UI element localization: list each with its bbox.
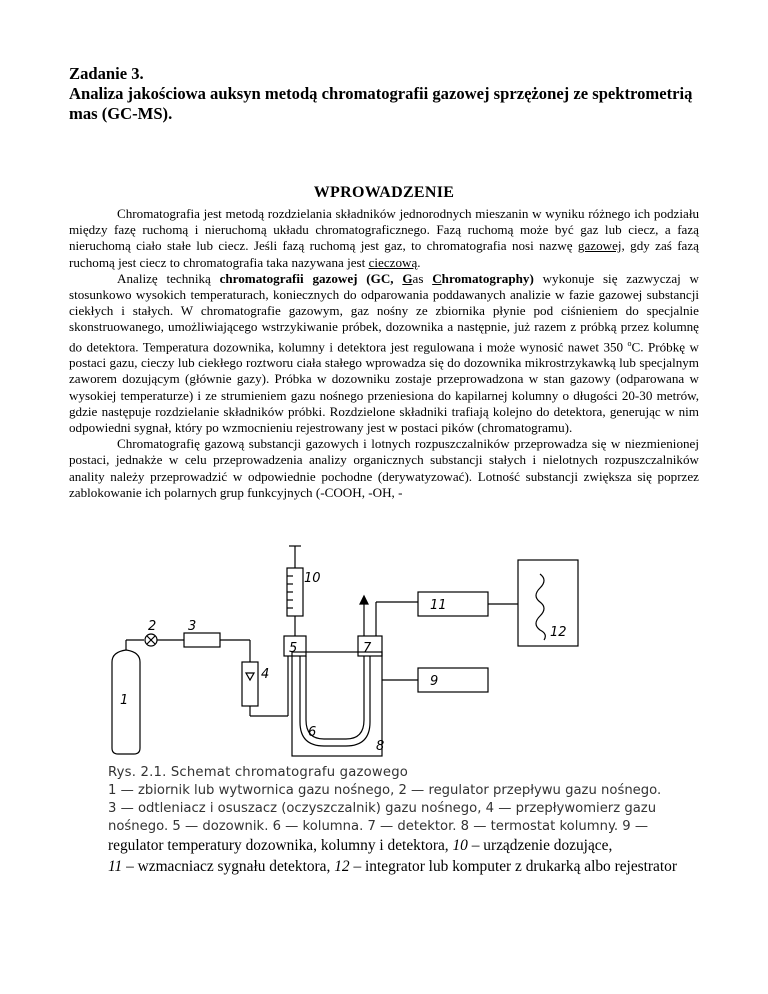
label-3: 3 [188, 619, 197, 634]
label-9: 9 [430, 674, 439, 689]
caption-line: 1 — zbiornik lub wytwornica gazu nośnego, 2 — regulator przepływu gazu nośnego. [108, 783, 662, 798]
gc-schematic-diagram [100, 540, 690, 770]
label-6: 6 [308, 725, 317, 740]
label-8: 8 [376, 739, 385, 754]
paragraph-1: Chromatografia jest metodą rozdzielania składników jednorodnych mieszanin w wyniku różnego ich podziału między fazę ruchomą i nieruchomą układu chromatograficznego. Fazą ruchomą może być gaz lub ciecz, a fazą nieruchomą ciało stałe lub ciecz. Jeśli fazą ruchomą jest gaz, to chromatografia nosi nazwę gazowej, gdy zaś fazą ruchomą jest ciecz to chromatografia taka nazywana jest cieczową. [69, 206, 699, 270]
caption-line: nośnego. 5 — dozownik. 6 — kolumna. 7 — detektor. 8 — termostat kolumny. 9 — [108, 819, 649, 834]
syringe [287, 546, 303, 636]
task-subject: Analiza jakościowa auksyn metodą chromatografii gazowej sprzężonej ze spektrometrią mas (GC-MS). [69, 84, 693, 123]
amplifier [418, 592, 488, 616]
task-title [69, 64, 709, 124]
recorder [518, 560, 578, 646]
label-5: 5 [289, 641, 298, 656]
caption-continuation: regulator temperatury dozownika, kolumny i detektora, 10 – urządzenie dozujące, 11 – wzmacniacz sygnału detektora, 12 – integrator lub komputer z drukarką albo rejestrator [108, 837, 677, 875]
label-2: 2 [148, 619, 157, 634]
purifier [184, 633, 220, 647]
flow-regulator [145, 634, 184, 646]
section-heading: WPROWADZENIE [313, 184, 455, 201]
label-11: 11 [430, 598, 447, 613]
caption-line: 3 — odtleniacz i osuszacz (oczyszczalnik) gazu nośnego, 4 — przepływomierz gazu [108, 801, 657, 816]
task-number: Zadanie 3. [69, 64, 144, 83]
label-4: 4 [261, 667, 270, 682]
paragraph-3: Chromatografię gazową substancji gazowych i lotnych rozpuszczalników przeprowadza się w niezmienionej postaci, jednakże w celu przeprowadzenia analizy organicznych substancji stałych i nielotnych rozpuszczalników anality należy przeprowadzić w odpowiednie pochodne (derywatyzować). Lotność substancji zwiększa się poprzez zablokowanie ich polarnych grup funkcyjnych (-COOH, -OH, - [69, 436, 699, 500]
paragraph-2: Analizę techniką chromatografii gazowej (GC, Gas Chromatography) wykonuje się zazwyczaj w stosunkowo wysokich temperaturach, koniecznych do odparowania poddawanych analizie w fazie gazowej substancji ciekłych i stałych. W chromatografie gazowym, gaz nośny ze zbiornika płynie pod ciśnieniem do specjalnie skonstruowanego, umożliwiającego wstrzykiwanie próbek, dozownika a następnie, już razem z próbką przez kolumnę do detektora. Temperatura dozownika, kolumny i detektora jest regulowana i może wynosić nawet 350 $^o$C. Próbkę w postaci gazu, cieczy lub ciekłego roztworu ciała stałego wprowadza się do dozownika mikrostrzykawką lub specjalnym zaworem dozującym (głównie gazy). Próbka w dozowniku zostaje przeprowadzona w stan gazowy (odparowana w wysokiej temperaturze) i ze strumieniem gazu nośnego przeniesiona do kapilarnej kolumny o długości 20-30 metrów, gdzie następuje rozdzielanie składników próbki. Rozdzielone składniki trafiają kolejno do detektora, generując w nim odpowiedni sygnał, który po wzmocnieniu rejestrowany jest w postaci pików (chromatogramu). [69, 270, 699, 435]
flowmeter [242, 662, 258, 706]
label-12: 12 [550, 625, 567, 640]
figure-caption [108, 764, 708, 834]
body-text [69, 206, 699, 501]
label-10: 10 [304, 571, 321, 586]
label-1: 1 [120, 693, 129, 708]
temperature-regulator [418, 668, 488, 692]
figure-title: Rys. 2.1. Schemat chromatografu gazowego [108, 765, 409, 780]
label-7: 7 [363, 641, 372, 656]
